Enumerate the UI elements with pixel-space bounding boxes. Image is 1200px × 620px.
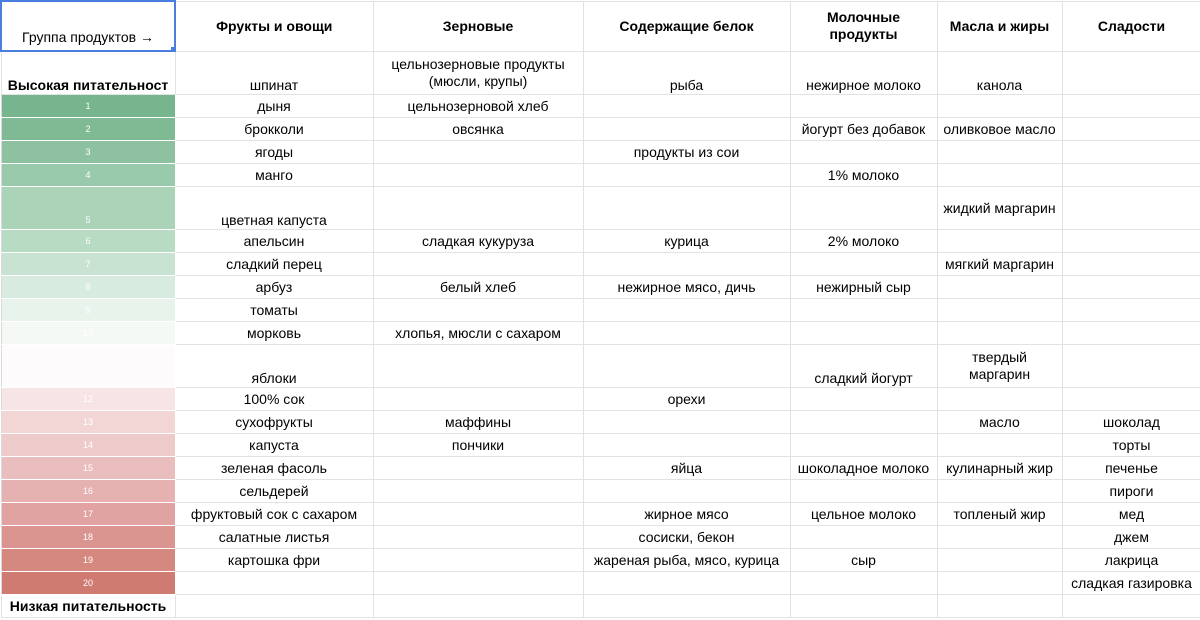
cell[interactable] [790, 411, 937, 434]
cell[interactable] [790, 388, 937, 411]
cell[interactable] [937, 434, 1062, 457]
table-row [1, 253, 1200, 276]
cell[interactable] [373, 480, 583, 503]
table-row [1, 118, 1200, 141]
cell[interactable]: сыр [790, 549, 937, 572]
table-row [1, 299, 1200, 322]
cell[interactable]: нежирный сыр [790, 276, 937, 299]
cell[interactable]: ягоды [175, 141, 373, 164]
cell[interactable] [373, 388, 583, 411]
cell[interactable] [1062, 187, 1200, 230]
cell[interactable] [373, 549, 583, 572]
cell[interactable]: топленый жир [937, 503, 1062, 526]
cell[interactable]: йогурт без добавок [790, 118, 937, 141]
cell[interactable]: томаты [175, 299, 373, 322]
cell[interactable]: брокколи [175, 118, 373, 141]
fill-handle[interactable] [170, 46, 175, 51]
cell[interactable]: нежирное мясо, дичь [583, 276, 790, 299]
cell[interactable] [583, 434, 790, 457]
cell[interactable]: цельнозерновой хлеб [373, 95, 583, 118]
cell[interactable]: манго [175, 164, 373, 187]
cell[interactable] [937, 595, 1062, 618]
cell[interactable]: маффины [373, 411, 583, 434]
cell[interactable]: дыня [175, 95, 373, 118]
cell[interactable]: фруктовый сок с сахаром [175, 503, 373, 526]
cell[interactable]: шоколад [1062, 411, 1200, 434]
cell[interactable] [583, 480, 790, 503]
col-header-dairy[interactable]: Молочные продукты [790, 1, 937, 51]
cell[interactable] [790, 253, 937, 276]
cell[interactable] [175, 572, 373, 595]
cell[interactable] [1062, 276, 1200, 299]
cell[interactable] [583, 164, 790, 187]
cell[interactable]: жирное мясо [583, 503, 790, 526]
cell[interactable]: сладкий перец [175, 253, 373, 276]
cell[interactable] [373, 526, 583, 549]
cell[interactable]: капуста [175, 434, 373, 457]
cell[interactable] [1062, 253, 1200, 276]
cell[interactable] [583, 253, 790, 276]
col-header-grains[interactable]: Зерновые [373, 1, 583, 51]
cell[interactable]: шпинат [175, 51, 373, 95]
cell[interactable]: жидкий маргарин [937, 187, 1062, 230]
rank-cell[interactable]: 6 [1, 230, 175, 253]
table-row [1, 345, 1200, 388]
cell[interactable] [937, 299, 1062, 322]
table-row [1, 457, 1200, 480]
cell[interactable] [937, 230, 1062, 253]
cell[interactable]: сельдерей [175, 480, 373, 503]
rank-cell[interactable]: 18 [1, 526, 175, 549]
cell[interactable]: орехи [583, 388, 790, 411]
cell[interactable] [790, 434, 937, 457]
corner-cell[interactable] [1, 1, 175, 51]
cell[interactable]: зеленая фасоль [175, 457, 373, 480]
col-header-fruits-veg[interactable]: Фрукты и овощи [175, 1, 373, 51]
high-nutrition-label[interactable]: Высокая питательност [1, 51, 175, 95]
cell[interactable]: морковь [175, 322, 373, 345]
cell[interactable]: джем [1062, 526, 1200, 549]
cell[interactable] [937, 526, 1062, 549]
cell[interactable] [1062, 299, 1200, 322]
cell[interactable] [790, 572, 937, 595]
cell[interactable] [790, 187, 937, 230]
cell[interactable] [373, 141, 583, 164]
cell[interactable]: яблоки [175, 345, 373, 388]
cell[interactable] [1062, 322, 1200, 345]
cell[interactable]: сладкий йогурт [790, 345, 937, 388]
cell[interactable]: 1% молоко [790, 164, 937, 187]
rank-cell[interactable]: 12 [1, 388, 175, 411]
cell[interactable] [1062, 164, 1200, 187]
rank-cell[interactable]: 17 [1, 503, 175, 526]
table-row [1, 187, 1200, 230]
cell[interactable] [937, 322, 1062, 345]
cell[interactable] [373, 253, 583, 276]
rank-cell[interactable]: 16 [1, 480, 175, 503]
cell[interactable]: нежирное молоко [790, 51, 937, 95]
cell[interactable] [937, 276, 1062, 299]
rank-cell[interactable]: 10 [1, 322, 175, 345]
low-nutrition-label[interactable]: Низкая питательность [1, 595, 175, 618]
cell[interactable] [937, 164, 1062, 187]
cell[interactable]: мягкий маргарин [937, 253, 1062, 276]
cell[interactable] [1062, 345, 1200, 388]
cell[interactable] [937, 388, 1062, 411]
cell[interactable] [583, 572, 790, 595]
cell[interactable] [1062, 141, 1200, 164]
cell[interactable] [790, 322, 937, 345]
cell[interactable] [583, 299, 790, 322]
cell[interactable]: белый хлеб [373, 276, 583, 299]
cell[interactable]: картошка фри [175, 549, 373, 572]
rank-cell[interactable]: 7 [1, 253, 175, 276]
cell[interactable]: твердый маргарин [937, 345, 1062, 388]
high-nutrition-row [1, 51, 1200, 95]
rank-cell[interactable]: 15 [1, 457, 175, 480]
cell[interactable] [1062, 51, 1200, 95]
cell[interactable] [937, 480, 1062, 503]
rank-cell[interactable]: 19 [1, 549, 175, 572]
cell[interactable]: шоколадное молоко [790, 457, 937, 480]
cell[interactable]: 100% сок [175, 388, 373, 411]
cell[interactable] [583, 345, 790, 388]
cell[interactable]: овсянка [373, 118, 583, 141]
cell[interactable]: курица [583, 230, 790, 253]
cell[interactable] [373, 345, 583, 388]
cell[interactable] [373, 572, 583, 595]
cell[interactable] [373, 595, 583, 618]
rank-cell[interactable]: 3 [1, 141, 175, 164]
table-row [1, 322, 1200, 345]
cell[interactable]: масло [937, 411, 1062, 434]
cell[interactable]: сладкая кукуруза [373, 230, 583, 253]
cell[interactable]: мед [1062, 503, 1200, 526]
cell[interactable] [583, 322, 790, 345]
table-row [1, 434, 1200, 457]
cell[interactable]: сладкая газировка [1062, 572, 1200, 595]
rank-cell[interactable]: 2 [1, 118, 175, 141]
table-row [1, 276, 1200, 299]
cell[interactable] [373, 164, 583, 187]
cell[interactable] [373, 503, 583, 526]
col-header-protein[interactable]: Содержащие белок [583, 1, 790, 51]
cell[interactable]: жареная рыба, мясо, курица [583, 549, 790, 572]
cell[interactable] [373, 299, 583, 322]
header-row [1, 1, 1200, 51]
cell[interactable] [583, 187, 790, 230]
cell[interactable] [790, 526, 937, 549]
cell[interactable]: пироги [1062, 480, 1200, 503]
rank-cell[interactable]: 9 [1, 299, 175, 322]
cell[interactable] [373, 457, 583, 480]
cell[interactable] [1062, 388, 1200, 411]
cell[interactable] [937, 141, 1062, 164]
rank-cell[interactable]: 13 [1, 411, 175, 434]
table-row [1, 549, 1200, 572]
col-header-sweets[interactable]: Сладости [1062, 1, 1200, 51]
cell[interactable] [1062, 595, 1200, 618]
table-row [1, 141, 1200, 164]
rank-cell[interactable]: 20 [1, 572, 175, 595]
cell[interactable]: торты [1062, 434, 1200, 457]
cell[interactable] [937, 549, 1062, 572]
table-row [1, 572, 1200, 595]
cell[interactable]: арбуз [175, 276, 373, 299]
table-row [1, 230, 1200, 253]
cell[interactable]: оливковое масло [937, 118, 1062, 141]
cell[interactable]: яйца [583, 457, 790, 480]
rank-cell[interactable]: 4 [1, 164, 175, 187]
table-row [1, 388, 1200, 411]
corner-label: Группа продуктов → [22, 29, 154, 45]
cell[interactable]: рыба [583, 51, 790, 95]
rank-cell[interactable]: 8 [1, 276, 175, 299]
cell[interactable] [790, 480, 937, 503]
cell[interactable]: салатные листья [175, 526, 373, 549]
cell[interactable] [790, 595, 937, 618]
table-row [1, 480, 1200, 503]
cell[interactable]: апельсин [175, 230, 373, 253]
cell[interactable] [790, 95, 937, 118]
cell[interactable]: сосиски, бекон [583, 526, 790, 549]
cell[interactable] [790, 299, 937, 322]
cell[interactable] [937, 95, 1062, 118]
table-row [1, 95, 1200, 118]
cell[interactable]: печенье [1062, 457, 1200, 480]
cell[interactable]: цветная капуста [175, 187, 373, 230]
rank-cell[interactable]: 1 [1, 95, 175, 118]
cell[interactable] [1062, 95, 1200, 118]
cell[interactable] [583, 95, 790, 118]
table-row [1, 164, 1200, 187]
cell[interactable] [1062, 118, 1200, 141]
table-row [1, 411, 1200, 434]
rank-cell[interactable]: 11 [1, 345, 175, 388]
cell[interactable]: лакрица [1062, 549, 1200, 572]
rank-cell[interactable]: 5 [1, 187, 175, 230]
cell[interactable] [790, 141, 937, 164]
cell[interactable]: цельнозерновые продукты (мюсли, крупы) [373, 51, 583, 95]
cell[interactable]: продукты из сои [583, 141, 790, 164]
cell[interactable]: цельное молоко [790, 503, 937, 526]
cell[interactable] [1062, 230, 1200, 253]
cell[interactable]: кулинарный жир [937, 457, 1062, 480]
rank-cell[interactable]: 14 [1, 434, 175, 457]
table-row [1, 526, 1200, 549]
col-header-oils-fats[interactable]: Масла и жиры [937, 1, 1062, 51]
cell[interactable] [175, 595, 373, 618]
cell[interactable] [373, 187, 583, 230]
cell[interactable] [937, 572, 1062, 595]
cell[interactable]: пончики [373, 434, 583, 457]
cell[interactable]: сухофрукты [175, 411, 373, 434]
cell[interactable]: хлопья, мюсли с сахаром [373, 322, 583, 345]
cell[interactable] [583, 411, 790, 434]
table-row [1, 503, 1200, 526]
cell[interactable] [583, 595, 790, 618]
cell[interactable]: 2% молоко [790, 230, 937, 253]
low-nutrition-row [1, 595, 1200, 618]
cell[interactable]: канола [937, 51, 1062, 95]
cell[interactable] [583, 118, 790, 141]
